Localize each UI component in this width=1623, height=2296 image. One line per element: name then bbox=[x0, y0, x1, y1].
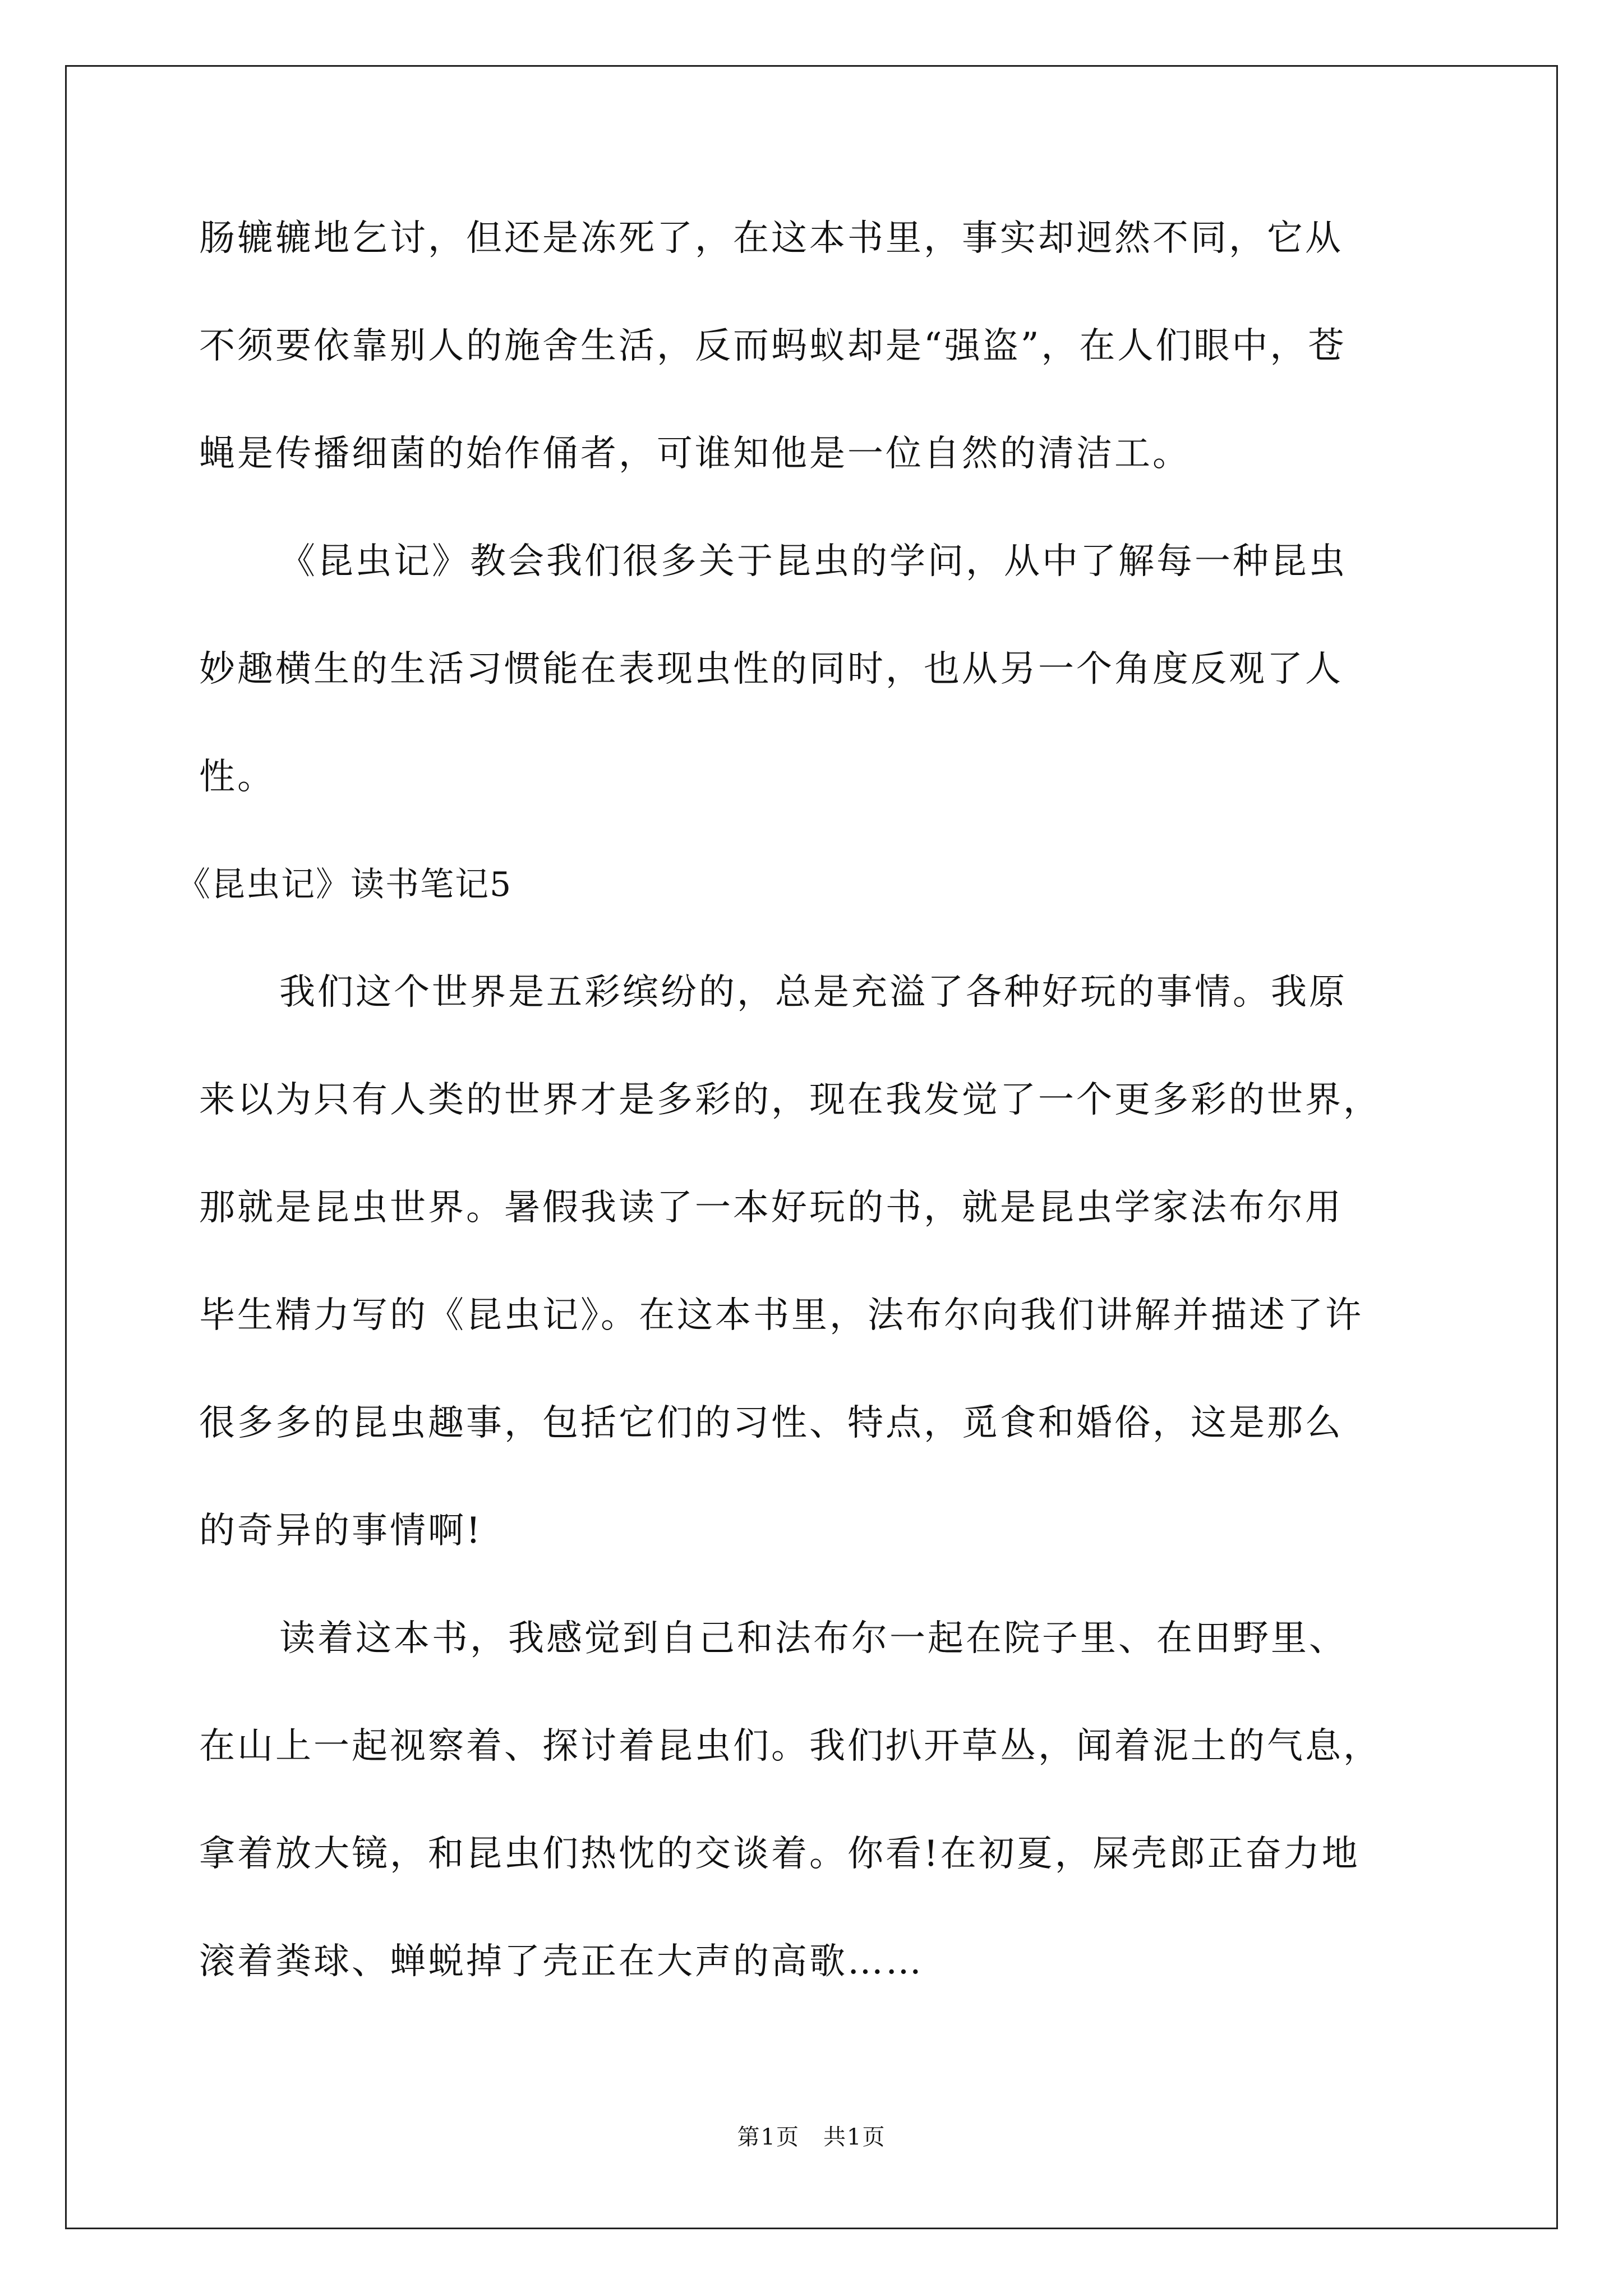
paragraph-line: 肠辘辘地乞讨，但还是冻死了，在这本书里，事实却迥然不同，它从 bbox=[199, 218, 1343, 259]
page-border bbox=[65, 65, 1558, 2229]
paragraph-line: 我们这个世界是五彩缤纷的，总是充溢了各种好玩的事情。我原 bbox=[279, 972, 1347, 1013]
paragraph-line: 《昆虫记》教会我们很多关于昆虫的学问，从中了解每一种昆虫 bbox=[279, 541, 1347, 582]
paragraph-line: 妙趣横生的生活习惯能在表现虫性的同时，也从另一个角度反观了人 bbox=[199, 648, 1343, 690]
paragraph-line: 性。 bbox=[199, 756, 275, 798]
paragraph-line: 蝇是传播细菌的始作俑者，可谁知他是一位自然的清洁工。 bbox=[199, 433, 1191, 475]
paragraph-line: 不须要依靠别人的施舍生活，反而蚂蚁却是“强盗”，在人们眼中，苍 bbox=[199, 325, 1347, 367]
page-footer: 第1页 共1页 bbox=[737, 2124, 886, 2150]
section-heading: 《昆虫记》读书笔记5 bbox=[177, 865, 513, 904]
paragraph-line: 毕生精力写的《昆虫记》。在这本书里，法布尔向我们讲解并描述了许 bbox=[199, 1295, 1363, 1336]
paragraph-line: 那就是昆虫世界。暑假我读了一本好玩的书，就是昆虫学家法布尔用 bbox=[199, 1187, 1343, 1228]
paragraph-line: 拿着放大镜，和昆虫们热忱的交谈着。你看!在初夏，屎壳郎正奋力地 bbox=[199, 1833, 1360, 1875]
paragraph-line: 在山上一起视察着、探讨着昆虫们。我们扒开草丛，闻着泥土的气息， bbox=[199, 1726, 1381, 1767]
paragraph-line: 滚着粪球、蝉蜕掉了壳正在大声的高歌…… bbox=[199, 1941, 924, 1982]
paragraph-line: 很多多的昆虫趣事，包括它们的习性、特点，觅食和婚俗，这是那么 bbox=[199, 1402, 1343, 1444]
paragraph-line: 的奇异的事情啊! bbox=[199, 1510, 483, 1552]
paragraph-line: 来以为只有人类的世界才是多彩的，现在我发觉了一个更多彩的世界， bbox=[199, 1079, 1381, 1121]
paragraph-line: 读着这本书，我感觉到自己和法布尔一起在院子里、在田野里、 bbox=[279, 1618, 1347, 1659]
